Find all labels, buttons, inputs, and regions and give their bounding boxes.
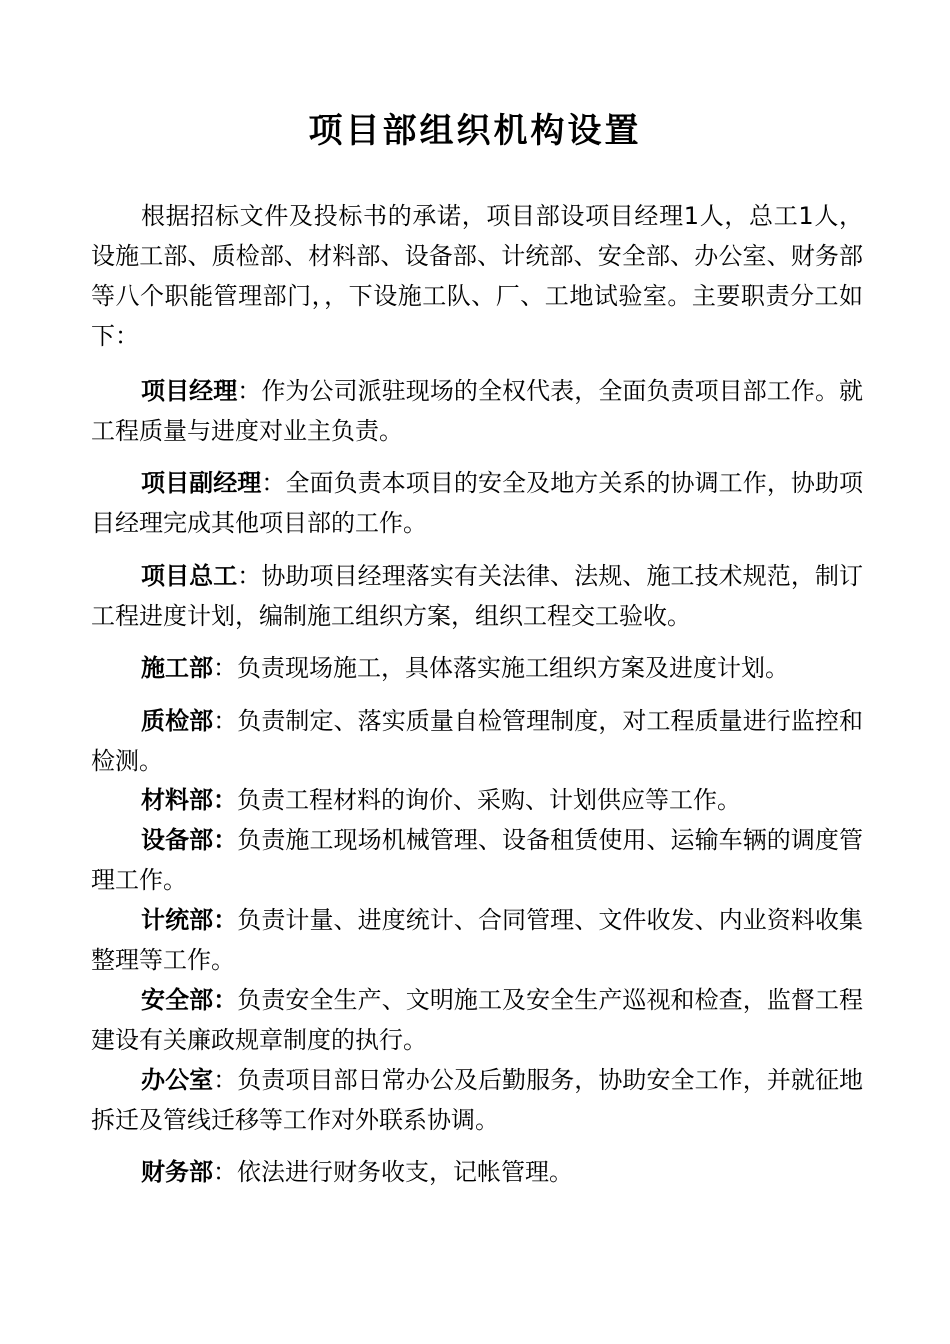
- role-term: 项目副经理: [141, 469, 262, 497]
- role-separator: ：: [237, 377, 262, 405]
- role-description: 负责施工现场机械管理、设备租赁使用、运输车辆的调度管理工作。: [91, 826, 864, 894]
- role-term: 计统部：: [141, 906, 238, 934]
- role-description: 依法进行财务收支，记帐管理。: [237, 1158, 573, 1186]
- role-construction-dept: [91, 648, 863, 688]
- role-separator: ：: [213, 1158, 237, 1186]
- role-description: 负责项目部日常办公及后勤服务，协助安全工作，并就征地拆迁及管线迁移等工作对外联系协调。: [91, 1066, 864, 1134]
- role-description: 协助项目经理落实有关法律、法规、施工技术规范，制订工程进度计划，编制施工组织方案，组织工程交工验收。: [91, 562, 864, 630]
- intro-paragraph: 根据招标文件及投标书的承诺，项目部设项目经理1人，总工1人，设施工部、质检部、材料部、设备部、计统部、安全部、办公室、财务部等八个职能管理部门，，下设施工队、厂、工地试验室。主要职责分工如下：: [91, 202, 863, 350]
- role-term: 安全部：: [141, 986, 238, 1014]
- role-separator: ：: [213, 707, 238, 735]
- role-description: 负责计量、进度统计、合同管理、文件收发、内业资料收集整理等工作。: [91, 906, 864, 974]
- document-title: 项目部组织机构设置: [308, 111, 642, 151]
- role-chief-engineer: [91, 556, 863, 636]
- role-term: 施工部: [141, 654, 213, 682]
- role-office: [91, 1060, 863, 1140]
- role-equipment-dept: [91, 820, 863, 900]
- role-quality-dept: [91, 701, 863, 781]
- role-separator: ：: [237, 562, 262, 590]
- role-term: 项目总工: [141, 562, 238, 590]
- role-separator: ：: [213, 1066, 238, 1094]
- role-description: 负责制定、落实质量自检管理制度，对工程质量进行监控和检测。: [91, 707, 864, 775]
- role-separator: ：: [261, 469, 286, 497]
- role-description: 作为公司派驻现场的全权代表，全面负责项目部工作。就工程质量与进度对业主负责。: [91, 377, 864, 445]
- role-separator: ：: [213, 654, 237, 682]
- role-finance-dept: [91, 1152, 863, 1192]
- role-description: 全面负责本项目的安全及地方关系的协调工作，协助项目经理完成其他项目部的工作。: [91, 469, 864, 537]
- role-description: 负责安全生产、文明施工及安全生产巡视和检查，监督工程建设有关廉政规章制度的执行。: [91, 986, 864, 1054]
- role-materials-dept: [91, 780, 863, 820]
- role-deputy-manager: [91, 463, 863, 543]
- role-description: 负责现场施工，具体落实施工组织方案及进度计划。: [237, 654, 789, 682]
- role-statistics-dept: [91, 900, 863, 980]
- role-term: 质检部: [141, 707, 214, 735]
- role-term: 财务部: [141, 1158, 213, 1186]
- role-safety-dept: [91, 980, 863, 1060]
- role-term: 项目经理: [141, 377, 238, 405]
- role-description: 负责工程材料的询价、采购、计划供应等工作。: [237, 786, 741, 814]
- role-term: 材料部：: [141, 786, 237, 814]
- role-term: 办公室: [141, 1066, 214, 1094]
- role-project-manager: [91, 371, 863, 451]
- role-term: 设备部：: [141, 826, 238, 854]
